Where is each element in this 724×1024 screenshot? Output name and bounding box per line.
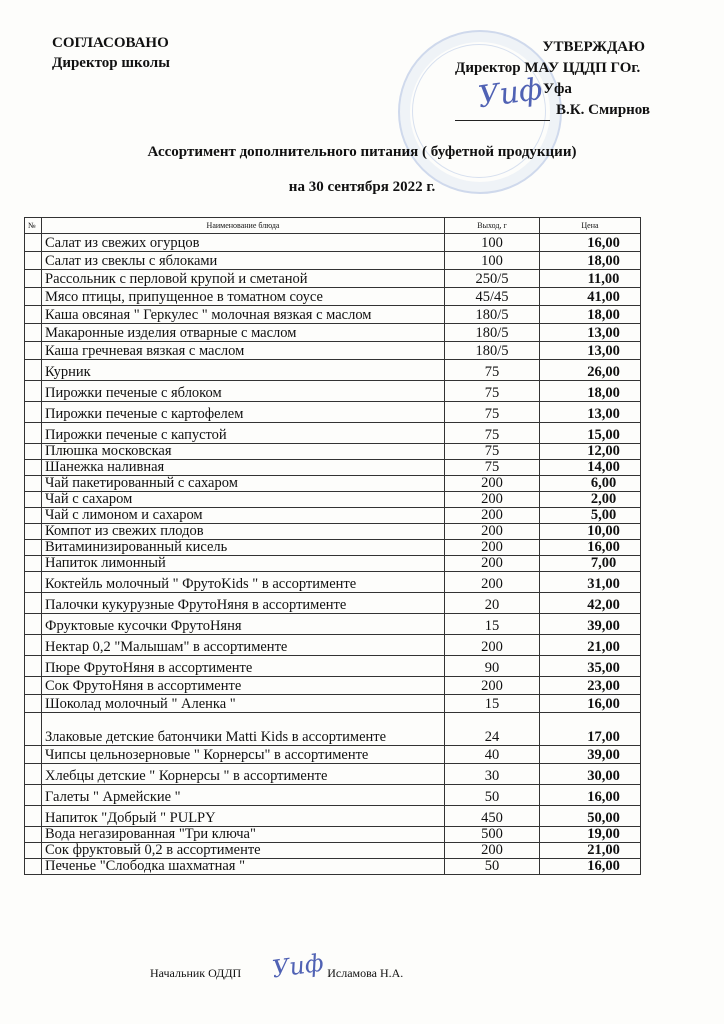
row-number-cell xyxy=(25,423,42,444)
price-cell: 42,00 xyxy=(540,593,641,614)
output-cell: 75 xyxy=(445,402,540,423)
row-number-cell xyxy=(25,827,42,843)
row-number-cell xyxy=(25,402,42,423)
row-number-cell xyxy=(25,288,42,306)
price-cell: 35,00 xyxy=(540,656,641,677)
dish-name-cell: Рассольник с перловой крупой и сметаной xyxy=(42,270,445,288)
dish-name-cell: Печенье "Слободка шахматная " xyxy=(42,859,445,875)
row-number-cell xyxy=(25,270,42,288)
output-cell: 45/45 xyxy=(445,288,540,306)
table-row xyxy=(25,572,641,593)
dish-name-cell: Салат из свежих огурцов xyxy=(42,234,445,252)
output-cell: 75 xyxy=(445,381,540,402)
price-cell: 2,00 xyxy=(540,492,641,508)
dish-name-cell: Витаминизированный кисель xyxy=(42,540,445,556)
output-cell: 75 xyxy=(445,444,540,460)
row-number-cell xyxy=(25,252,42,270)
dish-name-cell: Чай с лимоном и сахаром xyxy=(42,508,445,524)
output-cell: 200 xyxy=(445,635,540,656)
table-row xyxy=(25,508,641,524)
price-cell: 11,00 xyxy=(540,270,641,288)
price-cell: 26,00 xyxy=(540,360,641,381)
director-signature: Уиф xyxy=(475,71,545,116)
row-number-cell xyxy=(25,656,42,677)
row-number-cell xyxy=(25,556,42,572)
row-number-cell xyxy=(25,746,42,764)
output-cell: 75 xyxy=(445,423,540,444)
column-header-price: Цена xyxy=(540,218,641,234)
table-header-row xyxy=(25,218,641,234)
dish-name-cell: Макаронные изделия отварные с маслом xyxy=(42,324,445,342)
price-cell: 17,00 xyxy=(540,713,641,746)
agreed-label: СОГЛАСОВАНО xyxy=(52,35,169,51)
table-row xyxy=(25,785,641,806)
table-row xyxy=(25,614,641,635)
price-cell: 14,00 xyxy=(540,460,641,476)
row-number-cell xyxy=(25,764,42,785)
output-cell: 180/5 xyxy=(445,342,540,360)
row-number-cell xyxy=(25,677,42,695)
table-row xyxy=(25,324,641,342)
output-cell: 100 xyxy=(445,252,540,270)
output-cell: 15 xyxy=(445,695,540,713)
table-row xyxy=(25,306,641,324)
dish-name-cell: Пюре ФрутоНяня в ассортименте xyxy=(42,656,445,677)
output-cell: 50 xyxy=(445,859,540,875)
row-number-cell xyxy=(25,508,42,524)
output-cell: 200 xyxy=(445,492,540,508)
table-row xyxy=(25,677,641,695)
dish-name-cell: Галеты " Армейские " xyxy=(42,785,445,806)
price-cell: 16,00 xyxy=(540,234,641,252)
output-cell: 30 xyxy=(445,764,540,785)
dish-name-cell: Напиток "Добрый " PULPY xyxy=(42,806,445,827)
table-row xyxy=(25,656,641,677)
output-cell: 180/5 xyxy=(445,324,540,342)
row-number-cell xyxy=(25,234,42,252)
table-row xyxy=(25,360,641,381)
price-cell: 21,00 xyxy=(540,843,641,859)
row-number-cell xyxy=(25,843,42,859)
table-row xyxy=(25,764,641,785)
row-number-cell xyxy=(25,460,42,476)
table-row xyxy=(25,806,641,827)
row-number-cell xyxy=(25,306,42,324)
price-cell: 18,00 xyxy=(540,381,641,402)
dish-name-cell: Палочки кукурузные ФрутоНяня в ассортименте xyxy=(42,593,445,614)
price-cell: 16,00 xyxy=(540,695,641,713)
school-director-label: Директор школы xyxy=(52,55,170,71)
output-cell: 40 xyxy=(445,746,540,764)
price-cell: 21,00 xyxy=(540,635,641,656)
column-header-number: № xyxy=(25,218,42,234)
table-row xyxy=(25,234,641,252)
price-cell: 23,00 xyxy=(540,677,641,695)
output-cell: 200 xyxy=(445,556,540,572)
output-cell: 15 xyxy=(445,614,540,635)
dish-name-cell: Вода негазированная "Три ключа" xyxy=(42,827,445,843)
price-cell: 6,00 xyxy=(540,476,641,492)
price-cell: 16,00 xyxy=(540,785,641,806)
table-row xyxy=(25,402,641,423)
price-cell: 19,00 xyxy=(540,827,641,843)
row-number-cell xyxy=(25,614,42,635)
dish-name-cell: Коктейль молочный " ФрутоKids " в ассортименте xyxy=(42,572,445,593)
dish-name-cell: Нектар 0,2 "Малышам" в ассортименте xyxy=(42,635,445,656)
menu-table xyxy=(24,217,641,875)
row-number-cell xyxy=(25,492,42,508)
output-cell: 200 xyxy=(445,508,540,524)
row-number-cell xyxy=(25,444,42,460)
row-number-cell xyxy=(25,572,42,593)
output-cell: 200 xyxy=(445,572,540,593)
output-cell: 200 xyxy=(445,476,540,492)
price-cell: 41,00 xyxy=(540,288,641,306)
table-row xyxy=(25,713,641,746)
row-number-cell xyxy=(25,342,42,360)
dish-name-cell: Напиток лимонный xyxy=(42,556,445,572)
head-signature: Уиф xyxy=(270,948,326,984)
table-row xyxy=(25,381,641,402)
table-row xyxy=(25,476,641,492)
output-cell: 500 xyxy=(445,827,540,843)
dish-name-cell: Пирожки печеные с картофелем xyxy=(42,402,445,423)
dish-name-cell: Компот из свежих плодов xyxy=(42,524,445,540)
approval-block-left xyxy=(52,33,170,73)
table-row xyxy=(25,843,641,859)
approved-label: УТВЕРЖДАЮ xyxy=(542,39,645,55)
price-cell: 10,00 xyxy=(540,524,641,540)
row-number-cell xyxy=(25,524,42,540)
table-row xyxy=(25,270,641,288)
row-number-cell xyxy=(25,713,42,746)
table-row xyxy=(25,695,641,713)
dish-name-cell: Чай пакетированный с сахаром xyxy=(42,476,445,492)
director-name: В.К. Смирнов xyxy=(556,102,651,118)
dish-name-cell: Пирожки печеные с яблоком xyxy=(42,381,445,402)
price-cell: 18,00 xyxy=(540,306,641,324)
table-row xyxy=(25,342,641,360)
table-row xyxy=(25,540,641,556)
price-cell: 13,00 xyxy=(540,342,641,360)
price-cell: 5,00 xyxy=(540,508,641,524)
output-cell: 75 xyxy=(445,460,540,476)
price-cell: 39,00 xyxy=(540,614,641,635)
row-number-cell xyxy=(25,360,42,381)
dish-name-cell: Сок ФрутоНяня в ассортименте xyxy=(42,677,445,695)
row-number-cell xyxy=(25,695,42,713)
output-cell: 200 xyxy=(445,540,540,556)
table-row xyxy=(25,859,641,875)
row-number-cell xyxy=(25,785,42,806)
output-cell: 200 xyxy=(445,524,540,540)
output-cell: 450 xyxy=(445,806,540,827)
price-cell: 12,00 xyxy=(540,444,641,460)
column-header-output: Выход, г xyxy=(445,218,540,234)
price-cell: 18,00 xyxy=(540,252,641,270)
dish-name-cell: Сок фруктовый 0,2 в ассортименте xyxy=(42,843,445,859)
price-cell: 15,00 xyxy=(540,423,641,444)
dish-name-cell: Каша гречневая вязкая с маслом xyxy=(42,342,445,360)
menu-table-body xyxy=(25,234,641,875)
row-number-cell xyxy=(25,476,42,492)
column-header-dish: Наименование блюда xyxy=(42,218,445,234)
price-cell: 13,00 xyxy=(540,324,641,342)
output-cell: 200 xyxy=(445,843,540,859)
price-cell: 30,00 xyxy=(540,764,641,785)
table-row xyxy=(25,635,641,656)
dish-name-cell: Хлебцы детские " Корнерсы " в ассортименте xyxy=(42,764,445,785)
dish-name-cell: Чай с сахаром xyxy=(42,492,445,508)
director-title: Директор МАУ ЦДДП ГОг. xyxy=(455,60,641,76)
row-number-cell xyxy=(25,381,42,402)
price-cell: 16,00 xyxy=(540,859,641,875)
output-cell: 90 xyxy=(445,656,540,677)
dish-name-cell: Шоколад молочный " Аленка " xyxy=(42,695,445,713)
table-row xyxy=(25,444,641,460)
dish-name-cell: Каша овсяная " Геркулес " молочная вязкая с маслом xyxy=(42,306,445,324)
output-cell: 180/5 xyxy=(445,306,540,324)
table-row xyxy=(25,524,641,540)
row-number-cell xyxy=(25,540,42,556)
price-cell: 50,00 xyxy=(540,806,641,827)
table-row xyxy=(25,827,641,843)
output-cell: 24 xyxy=(445,713,540,746)
dish-name-cell: Мясо птицы, припущенное в томатном соусе xyxy=(42,288,445,306)
output-cell: 75 xyxy=(445,360,540,381)
dish-name-cell: Пирожки печеные с капустой xyxy=(42,423,445,444)
output-cell: 200 xyxy=(445,677,540,695)
table-row xyxy=(25,593,641,614)
row-number-cell xyxy=(25,806,42,827)
dish-name-cell: Плюшка московская xyxy=(42,444,445,460)
row-number-cell xyxy=(25,593,42,614)
dish-name-cell: Чипсы цельнозерновые " Корнерсы" в ассортименте xyxy=(42,746,445,764)
table-row xyxy=(25,492,641,508)
output-cell: 250/5 xyxy=(445,270,540,288)
table-row xyxy=(25,460,641,476)
document-date: на 30 сентября 2022 г. xyxy=(288,179,436,195)
dish-name-cell: Злаковые детские батончики Matti Kids в ассортименте xyxy=(42,713,445,746)
table-row xyxy=(25,556,641,572)
output-cell: 20 xyxy=(445,593,540,614)
table-row xyxy=(25,252,641,270)
output-cell: 50 xyxy=(445,785,540,806)
row-number-cell xyxy=(25,859,42,875)
dish-name-cell: Фруктовые кусочки ФрутоНяня xyxy=(42,614,445,635)
footer-name: Исламова Н.А. xyxy=(327,966,404,980)
footer-position: Начальник ОДДП xyxy=(150,966,242,980)
table-row xyxy=(25,288,641,306)
document-title: Ассортимент дополнительного питания ( буфетной продукции) xyxy=(147,144,577,160)
price-cell: 31,00 xyxy=(540,572,641,593)
price-cell: 16,00 xyxy=(540,540,641,556)
row-number-cell xyxy=(25,635,42,656)
output-cell: 100 xyxy=(445,234,540,252)
price-cell: 13,00 xyxy=(540,402,641,423)
price-cell: 39,00 xyxy=(540,746,641,764)
table-row xyxy=(25,423,641,444)
table-row xyxy=(25,746,641,764)
dish-name-cell: Салат из свеклы с яблоками xyxy=(42,252,445,270)
dish-name-cell: Курник xyxy=(42,360,445,381)
city-label: Уфа xyxy=(543,81,572,97)
row-number-cell xyxy=(25,324,42,342)
price-cell: 7,00 xyxy=(540,556,641,572)
dish-name-cell: Шанежка наливная xyxy=(42,460,445,476)
